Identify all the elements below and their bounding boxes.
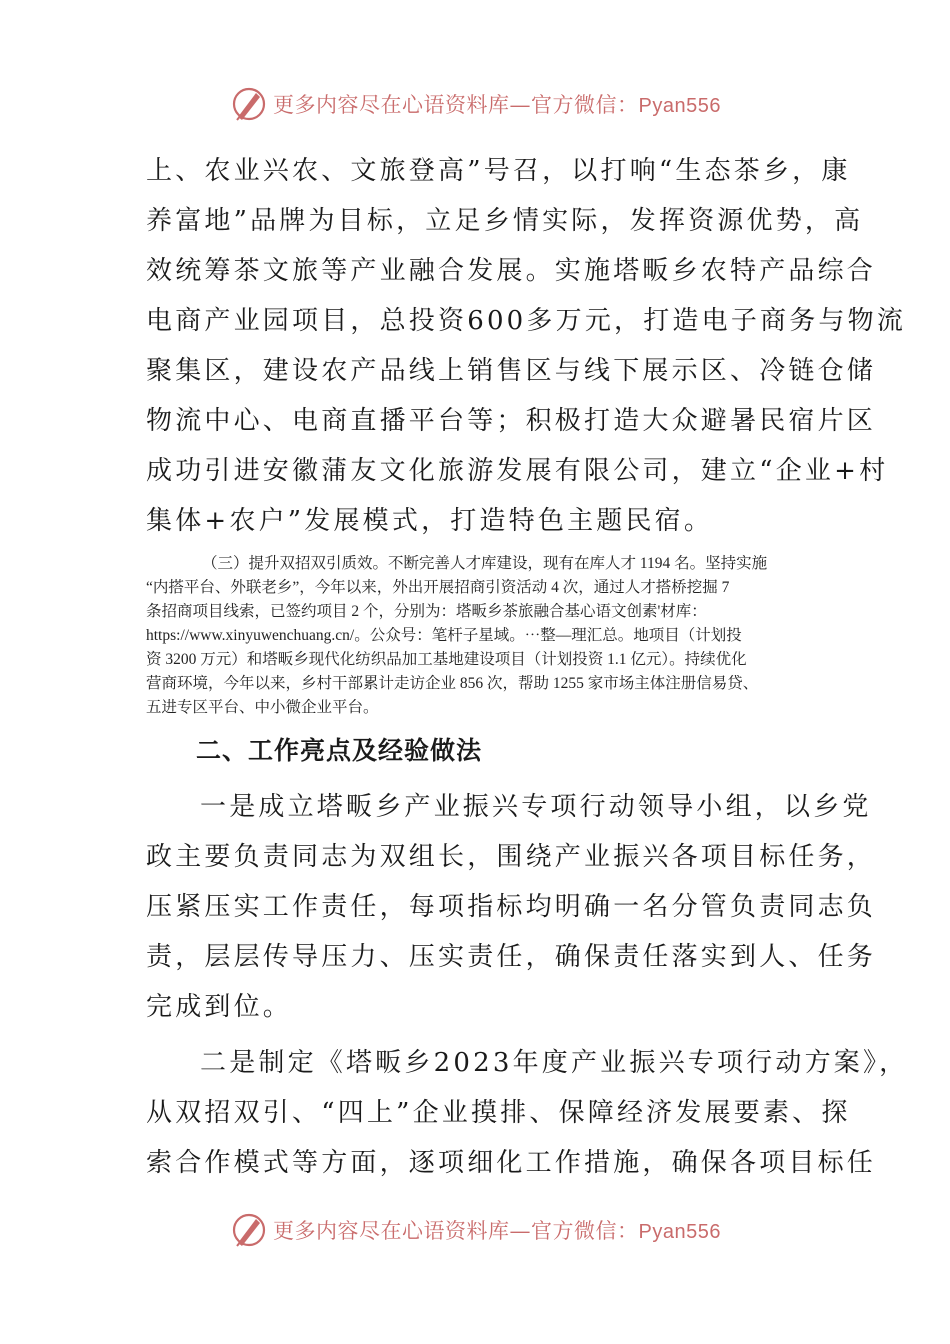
text-line: 政主要负责同志为双组长，围绕产业振兴各项目标任务， bbox=[146, 842, 877, 872]
document-body bbox=[146, 146, 909, 1188]
wechat-id: Pyan556 bbox=[638, 1221, 721, 1243]
section-heading: 二、工作亮点及经验做法 bbox=[196, 736, 483, 765]
text-line: 从双招双引、“四上”企业摸排、保障经济发展要素、探 bbox=[146, 1098, 851, 1128]
text-line: 二是制定《塔畈乡2023年度产业振兴专项行动方案》， bbox=[200, 1048, 909, 1078]
text-line: 完成到位。 bbox=[146, 992, 293, 1022]
text-line: https://www.xinyuwenchuang.cn/。公众号：笔杆子星域。⋯整—理汇总。地项目（计划投 bbox=[146, 627, 742, 644]
text-line: 电商产业园项目，总投资600多万元，打造电子商务与物流 bbox=[146, 306, 907, 336]
text-line: 成功引进安徽蒲友文化旅游发展有限公司，建立“企业+村 bbox=[146, 456, 889, 486]
header-watermark-banner bbox=[0, 80, 950, 128]
text-line: 条招商项目线索，已签约项目 2 个，分别为：塔畈乡茶旅融合基心语文创素'材库： bbox=[146, 603, 707, 620]
wechat-id: Pyan556 bbox=[638, 95, 721, 117]
text-line: 物流中心、电商直播平台等；积极打造大众避暑民宿片区 bbox=[146, 406, 877, 436]
paragraph-industry-projects bbox=[146, 146, 907, 546]
text-line: 索合作模式等方面，逐项细化工作措施，确保各项目标任 bbox=[146, 1148, 877, 1178]
text-line: 养富地”品牌为目标，立足乡情实际，发挥资源优势，高 bbox=[146, 206, 864, 236]
paragraph-talent-investment bbox=[146, 552, 808, 720]
quill-pen-logo-icon bbox=[229, 84, 269, 124]
text-line: 压紧压实工作责任，每项指标均明确一名分管负责同志负 bbox=[146, 892, 877, 922]
text-line: 聚集区，建设农产品线上销售区与线下展示区、冷链仓储 bbox=[146, 356, 877, 386]
text-line: 集体+农户”发展模式，打造特色主题民宿。 bbox=[146, 506, 714, 536]
text-line: 责，层层传导压力、压实责任，确保责任落实到人、任务 bbox=[146, 942, 877, 972]
paragraph-leadership-group bbox=[146, 782, 877, 1032]
text-line: 上、农业兴农、文旅登高”号召，以打响“生态茶乡，康 bbox=[146, 156, 851, 186]
text-line: （三）提升双招双引质效。不断完善人才库建设，现有在库人才 1194 名。坚持实施 bbox=[202, 555, 768, 572]
text-line: 资 3200 万元）和塔畈乡现代化纺织品加工基地建设项目（计划投资 1.1 亿元）。持续优化 bbox=[146, 651, 747, 668]
footer-watermark-banner bbox=[0, 1206, 950, 1254]
quill-pen-logo-icon bbox=[229, 1210, 269, 1250]
text-line: 效统筹茶文旅等产业融合发展。实施塔畈乡农特产品综合 bbox=[146, 256, 877, 286]
paragraph-action-plan bbox=[146, 1038, 909, 1188]
text-line: “内搭平台、外联老乡”，今年以来，外出开展招商引资活动 4 次，通过人才搭桥挖掘 7 bbox=[146, 579, 730, 596]
text-line: 一是成立塔畈乡产业振兴专项行动领导小组，以乡党 bbox=[200, 792, 872, 822]
banner-text: 更多内容尽在心语资料库—官方微信： bbox=[273, 1219, 639, 1243]
banner-text: 更多内容尽在心语资料库—官方微信： bbox=[273, 93, 639, 117]
text-line: 营商环境，今年以来，乡村干部累计走访企业 856 次，帮助 1255 家市场主体注册信易贷、 bbox=[146, 675, 759, 692]
text-line: 五进专区平台、中小微企业平台。 bbox=[146, 699, 379, 716]
